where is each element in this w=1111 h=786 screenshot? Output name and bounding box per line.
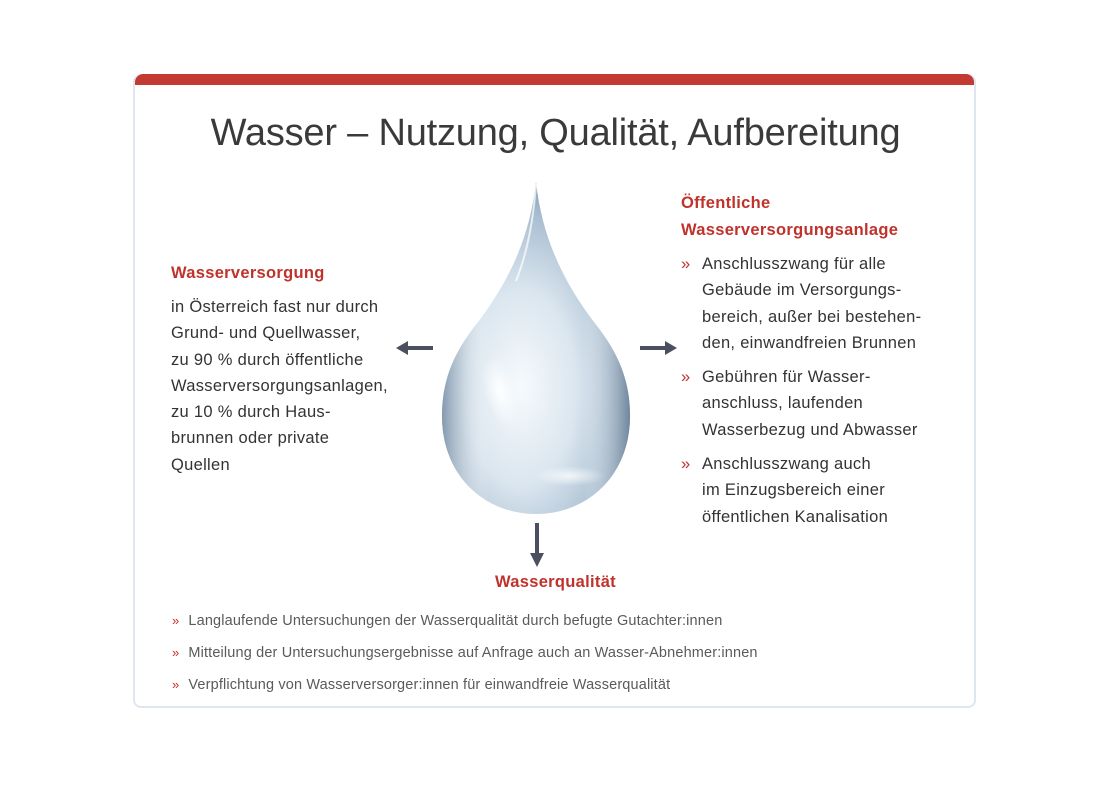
card-accent-bar bbox=[135, 74, 974, 85]
left-line: Grund- und Quellwasser, bbox=[171, 324, 361, 343]
page-title: Wasser – Nutzung, Qualität, Aufbereitung bbox=[210, 112, 901, 154]
list-item-line: Anschlusszwang für alle bbox=[702, 255, 886, 273]
bullet-chevron-icon: » bbox=[681, 368, 691, 387]
bullet-chevron-icon: » bbox=[172, 645, 180, 660]
list-item-line: Gebäude im Versorgungs- bbox=[702, 281, 902, 300]
bullet-chevron-icon: » bbox=[172, 677, 180, 692]
left-info-block bbox=[171, 264, 421, 478]
list-item-line: Anschlusszwang auch bbox=[702, 455, 871, 474]
list-item-text: Langlaufende Untersuchungen der Wasserqualität durch befugte Gutachter:innen bbox=[188, 613, 723, 629]
list-item bbox=[681, 451, 961, 530]
arrow-left-icon bbox=[396, 337, 434, 359]
list-item-line: den, einwandfreien Brunnen bbox=[702, 333, 917, 352]
list-item-line: öffentlichen Kanalisation bbox=[702, 507, 889, 526]
left-heading: Wasserversorgung bbox=[171, 264, 325, 282]
list-item bbox=[172, 669, 758, 701]
right-info-block bbox=[681, 190, 961, 538]
right-heading-line: Wasserversorgungsanlage bbox=[681, 220, 899, 239]
left-line: Quellen bbox=[171, 455, 230, 474]
right-bullet-list bbox=[681, 251, 961, 530]
list-item-line: Wasserbezug und Abwasser bbox=[702, 420, 918, 439]
quality-heading: Wasserqualität bbox=[495, 573, 616, 591]
left-line: brunnen oder private bbox=[171, 429, 330, 448]
left-line: in Österreich fast nur durch bbox=[171, 298, 379, 316]
quality-list bbox=[172, 605, 758, 701]
list-item-text: Verpflichtung von Wasserversorger:innen für einwandfreie Wasserqualität bbox=[188, 677, 671, 693]
left-line: zu 10 % durch Haus- bbox=[171, 403, 331, 422]
list-item bbox=[681, 364, 961, 443]
list-item-text: Mitteilung der Untersuchungsergebnisse auf Anfrage auch an Wasser-Abnehmer:innen bbox=[188, 645, 758, 661]
list-item bbox=[172, 605, 758, 637]
list-item bbox=[681, 251, 961, 356]
list-item-line: Gebühren für Wasser- bbox=[702, 368, 871, 387]
left-body-text bbox=[171, 294, 421, 478]
bullet-chevron-icon: » bbox=[172, 613, 180, 628]
bullet-chevron-icon: » bbox=[681, 255, 691, 273]
list-item-line: bereich, außer bei bestehen- bbox=[702, 307, 922, 326]
right-heading bbox=[681, 190, 961, 243]
arrow-right-icon bbox=[639, 337, 677, 359]
list-item bbox=[172, 637, 758, 669]
left-line: Wasserversorgungsanlagen, bbox=[171, 376, 388, 395]
bullet-chevron-icon: » bbox=[681, 455, 691, 474]
right-heading-line: Öffentliche bbox=[681, 194, 771, 212]
list-item-line: anschluss, laufenden bbox=[702, 394, 864, 413]
list-item-line: im Einzugsbereich einer bbox=[702, 481, 885, 500]
water-drop-icon bbox=[430, 176, 642, 521]
left-line: zu 90 % durch öffentliche bbox=[171, 350, 364, 369]
arrow-down-icon bbox=[526, 523, 548, 567]
